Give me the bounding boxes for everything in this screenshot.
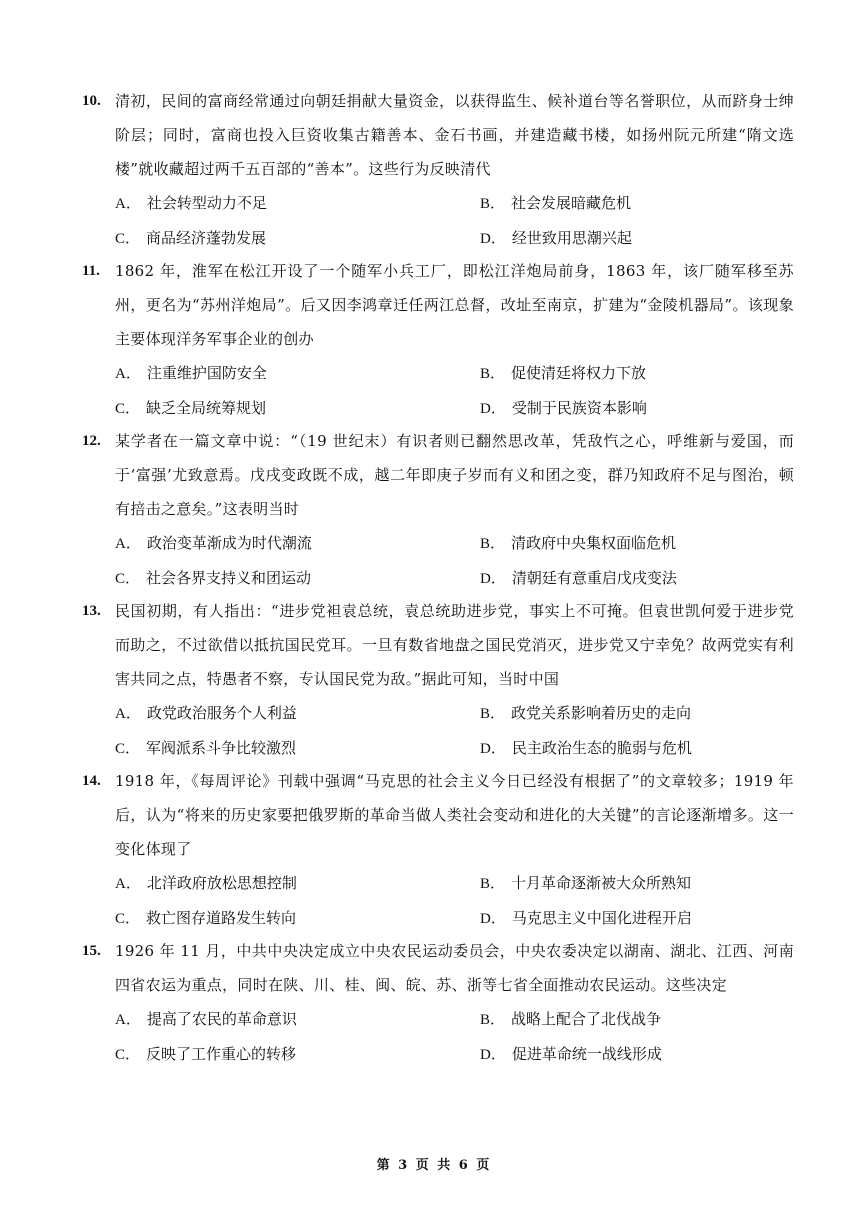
question-14 xyxy=(82,764,794,936)
option-letter: A． xyxy=(115,366,141,382)
option-letter: B． xyxy=(480,706,506,722)
question-12 xyxy=(82,424,794,596)
option-letter: D． xyxy=(480,911,506,927)
option-text: 促使清廷将权力下放 xyxy=(511,364,647,382)
option-text: 社会转型动力不足 xyxy=(146,194,267,212)
option-letter: D． xyxy=(480,571,506,587)
option-text: 民主政治生态的脆弱与危机 xyxy=(511,739,692,757)
option-text: 反映了工作重心的转移 xyxy=(146,1045,297,1063)
option-letter: B． xyxy=(480,366,506,382)
option-d[interactable] xyxy=(480,391,820,426)
option-letter: D． xyxy=(480,741,506,757)
option-b[interactable] xyxy=(480,526,820,561)
option-letter: B． xyxy=(480,536,506,552)
question-13 xyxy=(82,594,794,766)
option-d[interactable] xyxy=(480,221,820,256)
option-letter: A． xyxy=(115,706,141,722)
option-text: 受制于民族资本影响 xyxy=(511,399,647,417)
question-number: 14. xyxy=(82,773,101,789)
option-letter: B． xyxy=(480,876,506,892)
option-text: 社会各界支持义和团运动 xyxy=(146,569,312,587)
option-a[interactable] xyxy=(115,696,480,731)
option-text: 马克思主义中国化进程开启 xyxy=(511,909,692,927)
option-c[interactable] xyxy=(115,561,480,596)
option-list xyxy=(115,1002,794,1072)
option-list xyxy=(115,356,794,426)
option-letter: D． xyxy=(480,231,506,247)
option-text: 政治变革渐成为时代潮流 xyxy=(146,534,312,552)
option-list xyxy=(115,186,794,256)
option-text: 军阀派系斗争比较激烈 xyxy=(146,739,297,757)
option-text: 提高了农民的革命意识 xyxy=(146,1010,297,1028)
option-b[interactable] xyxy=(480,356,820,391)
option-letter: A． xyxy=(115,196,141,212)
option-c[interactable] xyxy=(115,1037,480,1072)
option-text: 社会发展暗藏危机 xyxy=(511,194,632,212)
option-text: 促进革命统一战线形成 xyxy=(511,1045,662,1063)
option-a[interactable] xyxy=(115,866,480,901)
option-text: 经世致用思潮兴起 xyxy=(511,229,632,247)
question-stem: 清初，民间的富商经常通过向朝廷捐献大量资金，以获得监生、候补道台等名誉职位，从而跻身士绅阶层；同时，富商也投入巨资收集古籍善本、金石书画，并建造藏书楼，如扬州阮元所建“隋文选楼”就收藏超过两千五百部的“善本”。这些行为反映清代 xyxy=(115,92,794,178)
option-letter: C． xyxy=(115,741,141,757)
question-stem: 某学者在一篇文章中说：“（19 世纪末）有识者则已翻然思改革，凭敌忾之心，呼维新与爱国，而于‘富强’尤致意焉。戊戌变政既不成，越二年即庚子岁而有义和团之变，群乃知政府不足与图治，顿有掊击之意矣。”这表明当时 xyxy=(115,432,794,518)
option-a[interactable] xyxy=(115,1002,480,1037)
option-b[interactable] xyxy=(480,186,820,221)
question-number: 13. xyxy=(82,603,101,619)
option-letter: C． xyxy=(115,571,141,587)
question-stem: 1918 年，《每周评论》刊载中强调“马克思的社会主义今日已经没有根据了”的文章较多；1919 年后，认为“将来的历史家要把俄罗斯的革命当做人类社会变动和进化的大关键”的言论逐渐增多。这一变化体现了 xyxy=(115,772,794,858)
option-letter: A． xyxy=(115,536,141,552)
question-stem: 民国初期，有人指出：“进步党袒袁总统，袁总统助进步党，事实上不可掩。但袁世凯何爱于进步党而助之，不过欲借以抵抗国民党耳。一旦有数省地盘之国民党消灭，进步党又宁幸免？故两党实有利害共同之点，特愚者不察，专认国民党为敌。”据此可知，当时中国 xyxy=(115,602,794,688)
option-text: 注重维护国防安全 xyxy=(146,364,267,382)
question-number: 15. xyxy=(82,943,101,959)
question-11 xyxy=(82,254,794,426)
option-letter: C． xyxy=(115,231,141,247)
question-number: 11. xyxy=(82,263,100,279)
option-text: 救亡图存道路发生转向 xyxy=(146,909,297,927)
option-text: 十月革命逐渐被大众所熟知 xyxy=(511,874,692,892)
option-letter: A． xyxy=(115,876,141,892)
question-stem: 1862 年，淮军在松江开设了一个随军小兵工厂，即松江洋炮局前身，1863 年，该厂随军移至苏州，更名为“苏州洋炮局”。后又因李鸿章迁任两江总督，改址至南京，扩建为“金陵机器局”。该现象主要体现洋务军事企业的创办 xyxy=(115,262,794,348)
question-stem: 1926 年 11 月，中共中央决定成立中央农民运动委员会，中央农委决定以湖南、湖北、江西、河南四省农运为重点，同时在陕、川、桂、闽、皖、苏、浙等七省全面推动农民运动。这些决定 xyxy=(115,942,794,994)
option-text: 商品经济蓬勃发展 xyxy=(146,229,267,247)
option-text: 政党政治服务个人利益 xyxy=(146,704,297,722)
option-list xyxy=(115,866,794,936)
option-letter: A． xyxy=(115,1012,141,1028)
option-b[interactable] xyxy=(480,866,820,901)
option-letter: C． xyxy=(115,1047,141,1063)
page-number-footer: 第 3 页 共 6 页 xyxy=(376,1158,492,1173)
option-text: 北洋政府放松思想控制 xyxy=(146,874,297,892)
option-c[interactable] xyxy=(115,391,480,426)
option-d[interactable] xyxy=(480,561,820,596)
option-letter: C． xyxy=(115,401,141,417)
option-letter: B． xyxy=(480,1012,506,1028)
option-text: 战略上配合了北伐战争 xyxy=(511,1010,662,1028)
option-letter: B． xyxy=(480,196,506,212)
option-list xyxy=(115,696,794,766)
question-15 xyxy=(82,934,794,1072)
option-d[interactable] xyxy=(480,1037,820,1072)
option-list xyxy=(115,526,794,596)
option-b[interactable] xyxy=(480,696,820,731)
option-text: 清朝廷有意重启戊戌变法 xyxy=(511,569,677,587)
option-text: 政党关系影响着历史的走向 xyxy=(511,704,692,722)
option-letter: D． xyxy=(480,401,506,417)
option-letter: D． xyxy=(480,1047,506,1063)
option-d[interactable] xyxy=(480,731,820,766)
question-number: 10. xyxy=(82,93,101,109)
question-10 xyxy=(82,84,794,256)
option-c[interactable] xyxy=(115,221,480,256)
option-a[interactable] xyxy=(115,186,480,221)
option-a[interactable] xyxy=(115,356,480,391)
option-text: 清政府中央集权面临危机 xyxy=(511,534,677,552)
option-c[interactable] xyxy=(115,901,480,936)
question-number: 12. xyxy=(82,433,101,449)
option-a[interactable] xyxy=(115,526,480,561)
option-b[interactable] xyxy=(480,1002,820,1037)
option-text: 缺乏全局统筹规划 xyxy=(146,399,267,417)
option-c[interactable] xyxy=(115,731,480,766)
option-d[interactable] xyxy=(480,901,820,936)
option-letter: C． xyxy=(115,911,141,927)
